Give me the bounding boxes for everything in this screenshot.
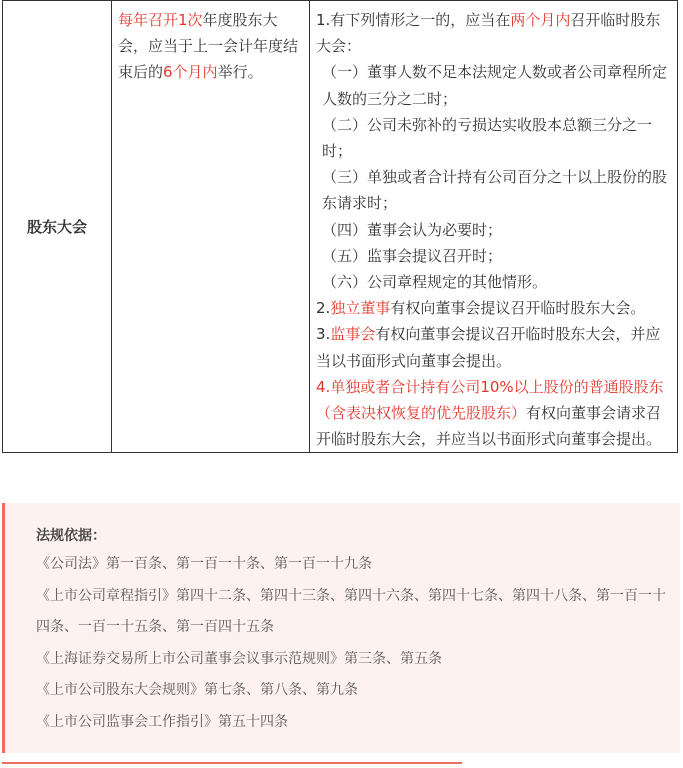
annual-text-end: 举行。	[217, 63, 263, 81]
interim-item-1-text-end: 召开临时股东大会：	[316, 11, 661, 56]
row-header-cell	[3, 1, 112, 453]
legal-basis-item: 《公司法》第一百条、第一百一十条、第一百一十九条	[36, 556, 372, 572]
bottom-divider	[2, 762, 462, 764]
supervisory-board: 监事会	[330, 325, 376, 344]
legal-basis-item: 《上海证券交易所上市公司董事会议事示范规则》第三条、第五条	[36, 650, 442, 667]
interim-item-3-text: 有权向董事会提议召开临时股东大会，并应当以书面形式向董事会提出。	[316, 325, 661, 370]
interim-item-1-text: 1.有下列情形之一的，应当在	[316, 11, 511, 29]
condition-2: （二）公司未弥补的亏损达实收股本总额三分之一时；	[322, 115, 653, 161]
shareholders-meeting-table	[2, 0, 678, 453]
legal-basis-item: 《上市公司监事会工作指引》第五十四条	[36, 713, 288, 730]
interim-item-2	[316, 295, 669, 321]
annual-text: 年度股东大会，应当于上一会计年度结束后的	[118, 11, 299, 81]
legal-basis-item: 《上市公司章程指引》第四十二条、第四十三条、第四十六条、第四十七条、第四十八条、第一百一十四条、一百一十五条、第一百四十五条	[36, 587, 666, 635]
legal-basis-box	[2, 503, 680, 753]
condition-3: （三）单独或者合计持有公司百分之十以上股份的股东请求时；	[322, 168, 668, 213]
interim-item-1	[316, 7, 669, 59]
legal-basis-title: 法规依据：	[36, 528, 106, 544]
interim-item-3-num: 3.	[316, 325, 331, 344]
condition-5: （五）监事会提议召开时；	[322, 246, 503, 265]
interim-item-2-num: 2.	[316, 299, 331, 318]
interim-item-3	[316, 321, 669, 373]
independent-director: 独立董事	[330, 299, 391, 318]
legal-basis-list	[36, 549, 666, 738]
annual-frequency: 每年召开1次	[118, 11, 203, 29]
interim-deadline: 两个月内	[510, 11, 571, 29]
interim-item-4-text: 有权向董事会请求召开临时股东大会，并应当以书面形式向董事会提出。	[316, 404, 662, 449]
row-header: 股东大会	[26, 218, 87, 237]
table-row	[3, 1, 678, 453]
condition-6: （六）公司章程规定的其他情形。	[322, 273, 548, 292]
annual-deadline: 6个月内	[163, 63, 218, 81]
interim-item-4	[316, 374, 669, 453]
condition-4: （四）董事会认为必要时；	[322, 220, 503, 239]
condition-1: （一）董事人数不足本法规定人数或者公司章程所定人数的三分之二时；	[322, 63, 668, 108]
legal-basis-item: 《上市公司股东大会规则》第七条、第八条、第九条	[36, 682, 358, 698]
interim-meeting-cell	[310, 1, 678, 453]
interim-item-2-text: 有权向董事会提议召开临时股东大会。	[390, 299, 646, 318]
qualified-shareholders: 4.单独或者合计持有公司10%以上股份的普通股股东（含表决权恢复的优先股股东）	[316, 377, 664, 423]
annual-meeting-cell	[112, 1, 310, 453]
